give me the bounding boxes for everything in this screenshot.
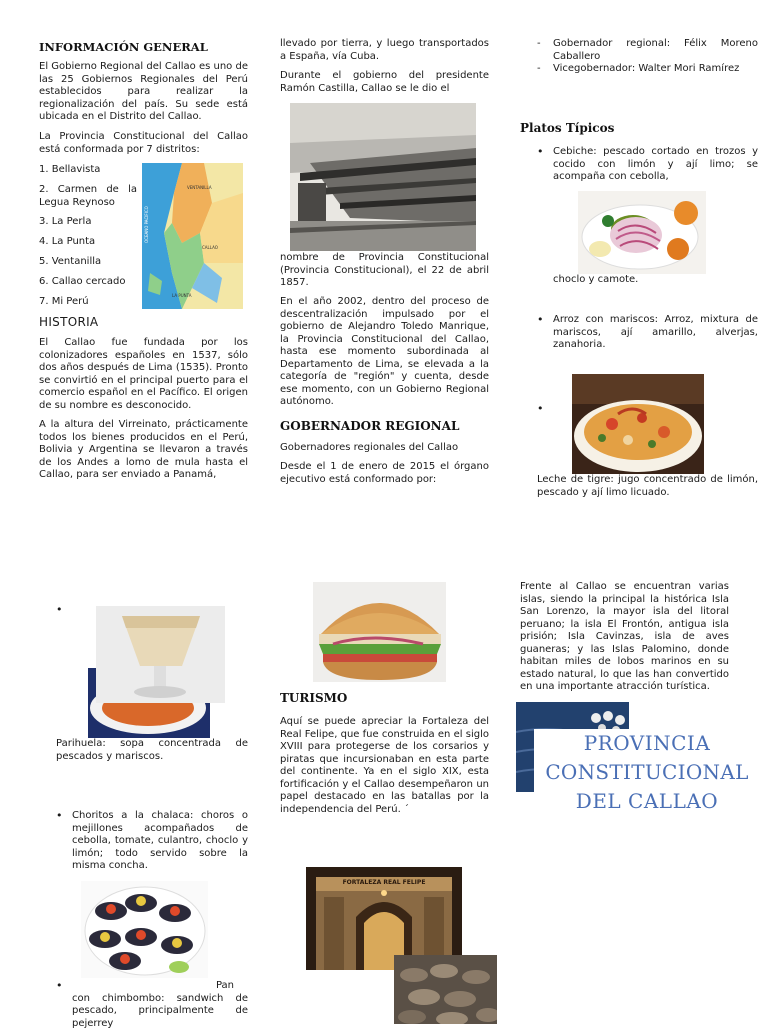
gobernador-paragraph-2: Desde el 1 de enero de 2015 el órgano ejecutivo está conformado por:	[280, 461, 489, 486]
map-label-ventanilla: VENTANILLA	[187, 185, 212, 190]
islas-paragraph: Frente al Callao se encuentran varias islas, siendo la principal la histórica Isla San Lorenzo, la mayor isla del litoral peruano; la isla El Frontón, antigua isla prisión; Isla Cavinzas, isla de aves guaneras; y las Islas Palomino, donde habitan miles de lobos marinos en su estado natural, lo que las han convertido en una importante atracción turística.	[520, 581, 729, 694]
leche-de-tigre-text: Leche de tigre: jugo concentrado de limón, pescado y ají limo licuado.	[537, 474, 758, 499]
sandwich-photo	[313, 582, 446, 682]
gobernador-heading: GOBERNADOR REGIONAL	[280, 419, 459, 433]
district-list	[39, 164, 137, 316]
callao-map-image	[142, 163, 243, 309]
historia-heading: HISTORIA	[39, 315, 98, 329]
pan-con-chimbombo-item	[72, 980, 248, 1030]
historic-callao-photo	[290, 103, 476, 251]
info-general-heading: INFORMACIÓN GENERAL	[39, 40, 208, 54]
col2-paragraph-3: En el año 2002, dentro del proceso de descentralización impulsado por el gobierno de Alejandro Toledo Manrique, la Provincia Constitucional del Callao, hasta ese momento subordinada al Departamento de Lima, se elevada a la categoría de "región" y cuenta, desde ese momento, con un Gobierno Regional autónomo.	[280, 296, 489, 409]
fortaleza-sign-text: FORTALEZA REAL FELIPE	[336, 877, 432, 889]
platos-tipicos-heading: Platos Típicos	[520, 121, 614, 135]
arroz-item: • Arroz con mariscos: Arroz, mixtura de mariscos, ají amarillo, alverjas, zanahoria.	[553, 314, 758, 352]
info-general-paragraph-2: La Provincia Constitucional del Callao está conformada por 7 distritos:	[39, 131, 248, 156]
officials-list	[553, 38, 758, 76]
arroz-con-mariscos-photo	[572, 374, 704, 474]
turismo-heading: TURISMO	[280, 691, 347, 705]
district-item: 3. La Perla	[39, 216, 137, 236]
official-item: - Gobernador regional: Félix Moreno Caballero	[553, 38, 758, 63]
choritos-photo	[81, 881, 208, 978]
official-item: - Vicegobernador: Walter Mori Ramírez	[553, 63, 758, 76]
parihuela-photo-front	[96, 606, 225, 703]
col2-paragraph-2b: nombre de Provincia Constitucional (Provincia Constitucional), el 22 de abril 1857.	[280, 252, 489, 290]
map-label-la-punta: LA PUNTA	[172, 293, 192, 298]
district-item: 5. Ventanilla	[39, 256, 137, 276]
district-item: 7. Mi Perú	[39, 296, 137, 316]
district-item: 2. Carmen de la Legua Reynoso	[39, 184, 137, 216]
sea-lions-photo	[394, 955, 497, 1024]
ceviche-photo	[578, 191, 706, 274]
col2-paragraph-2a: Durante el gobierno del presidente Ramón Castilla, Callao se le dio el	[280, 70, 489, 95]
ceviche-item: • Cebiche: pescado cortado en trozos y cocido con limón y ají limo; se acompaña con cebolla,	[553, 146, 758, 184]
ceviche-continuation: choclo y camote.	[553, 274, 758, 287]
turismo-paragraph: Aquí se puede apreciar la Fortaleza del Real Felipe, que fue construida en el siglo XVIII para protegerse de los corsarios y piratas que incursionaban en esta parte del continente. Ya en el siglo XIX, esta fortificación y el Callao desempeñaron un papel destacado en las batallas por la independencia del Perú. ´	[280, 716, 489, 816]
pan-description: con chimbombo: sandwich de pescado, principalmente de pejerrey	[72, 993, 248, 1030]
col2-paragraph-1: llevado por tierra, y luego transportados a España, vía Cuba.	[280, 38, 489, 63]
platos-list-2	[553, 314, 758, 352]
bottom-list-choritos	[72, 810, 248, 873]
historia-paragraph-1: El Callao fue fundada por los colonizadores españoles en 1537, sólo dos años después de Lima (1535). Pronto se convirtió en el principal puerto para el comercio español en el Pacífico. El origen de su nombre es desconocido.	[39, 337, 248, 412]
gobernador-paragraph-1: Gobernadores regionales del Callao	[280, 442, 489, 455]
district-item: 4. La Punta	[39, 236, 137, 256]
bottom-list-pan	[72, 980, 248, 1030]
pan-label: • Pan	[72, 980, 248, 993]
cover-title-box	[534, 729, 760, 821]
district-item: 1. Bellavista	[39, 164, 137, 184]
cover-title-line-1: PROVINCIA	[534, 729, 760, 758]
parihuela-text: Parihuela: sopa concentrada de pescados y mariscos.	[56, 738, 248, 763]
historia-paragraph-2: A la altura del Virreinato, prácticamente todos los bienes producidos en el Perú, Bolivia y Argentina se llevaron a través de los Andes a lomo de mula hasta el Callao, para ser enviado a Panamá,	[39, 419, 248, 482]
district-item: 6. Callao cercado	[39, 276, 137, 296]
choritos-item: • Choritos a la chalaca: choros o mejillones acompañados de cebolla, tomate, culantro, choclo y limón; todo servido sobre la misma concha.	[72, 810, 248, 873]
info-general-paragraph-1: El Gobierno Regional del Callao es uno de las 25 Gobiernos Regionales del Perú establecidos para realizar la regionalización del país. Su sede está ubicada en el Distrito del Callao.	[39, 61, 248, 124]
cover-title-line-2: CONSTITUCIONAL	[534, 758, 760, 787]
cover-title-line-3: DEL CALLAO	[534, 787, 760, 816]
map-label-callao: CALLAO	[202, 245, 218, 250]
platos-list-1	[553, 146, 758, 184]
map-label-ocean: OCEANO PACIFICO	[144, 206, 149, 243]
